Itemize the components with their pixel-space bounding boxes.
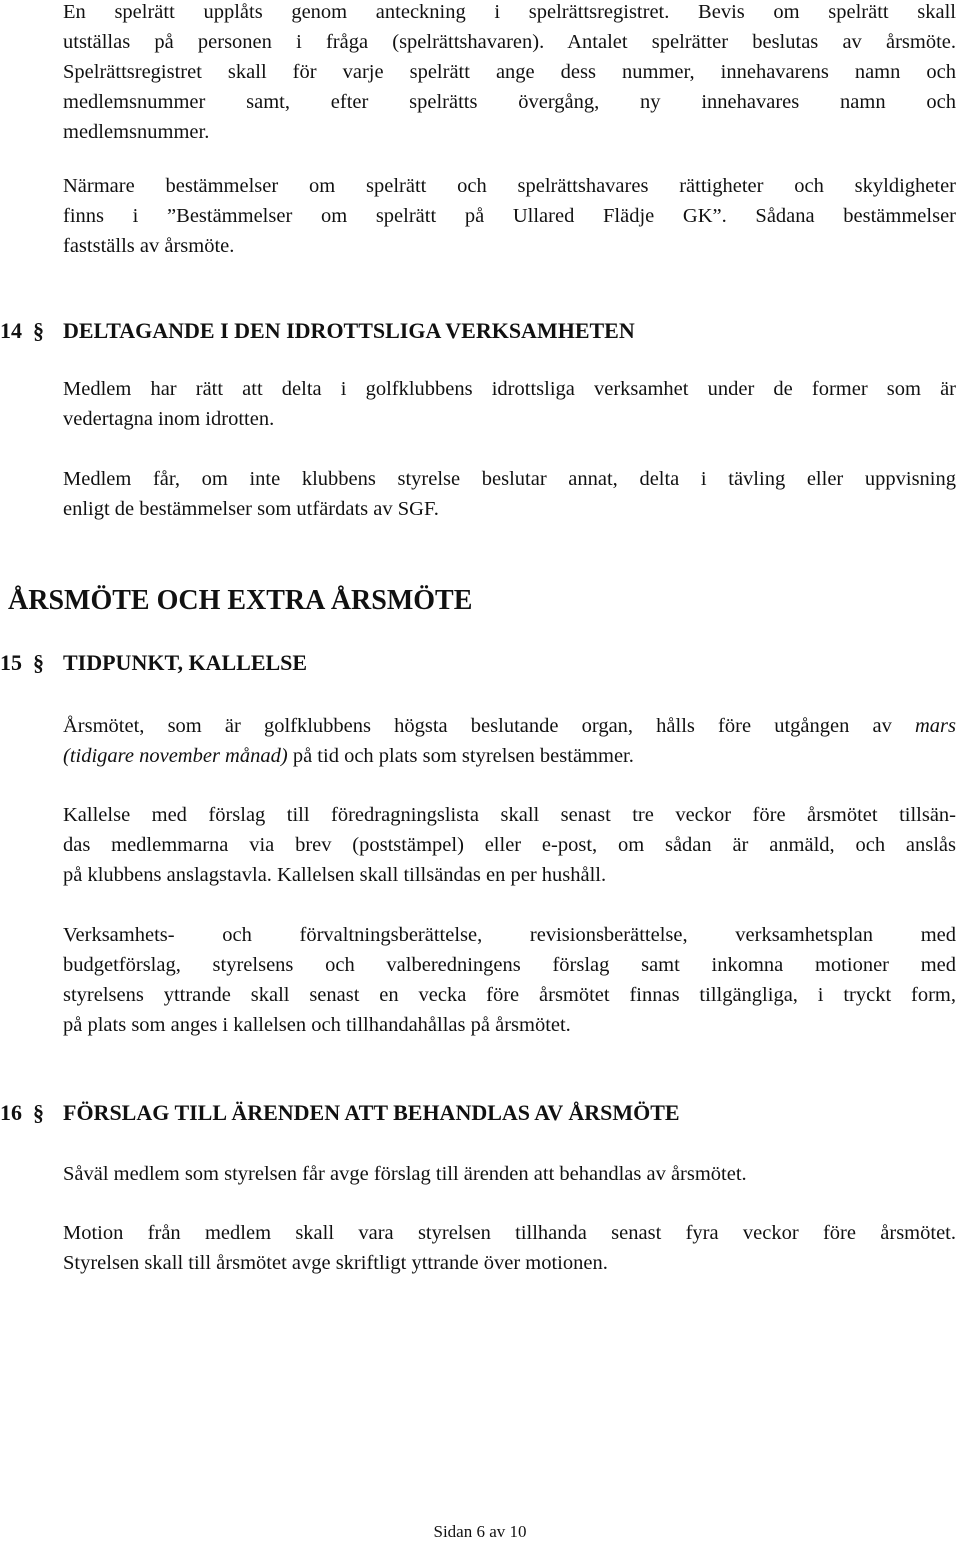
text-line: fastställs av årsmöte. — [63, 235, 235, 257]
section-15-paragraph-1 — [63, 711, 956, 771]
text-line: styrelsens yttrande skall senast en vecka före årsmötet finnas tillgängliga, i tryckt form, — [63, 984, 956, 1006]
text-line: Motion från medlem skall vara styrelsen tillhanda senast fyra veckor före årsmötet. — [63, 1222, 956, 1244]
section-title: FÖRSLAG TILL ÄRENDEN ATT BEHANDLAS AV ÅRSMÖTE — [63, 1100, 680, 1125]
text-line: En spelrätt upplåts genom anteckning i spelrättsregistret. Bevis om spelrätt skall — [63, 1, 956, 23]
text-run: Årsmötet, som är golfklubbens högsta beslutande organ, hålls före utgången av — [63, 715, 892, 737]
text-line: enligt de bestämmelser som utfärdats av SGF. — [63, 498, 439, 520]
text-line: Verksamhets- och förvaltningsberättelse, revisionsberättelse, verksamhetsplan med — [63, 924, 956, 946]
paragraph-symbol: § — [33, 1100, 44, 1125]
text-line: Närmare bestämmelser om spelrätt och spelrättshavares rättigheter och skyldigheter — [63, 175, 956, 197]
section-title: DELTAGANDE I DEN IDROTTSLIGA VERKSAMHETEN — [63, 318, 635, 343]
emphasis-text: (tidigare november månad) — [63, 745, 288, 767]
text-line: Medlem har rätt att delta i golfklubbens idrottsliga verksamhet under de former som är — [63, 378, 956, 400]
text-line: budgetförslag, styrelsens och valberedningens förslag samt inkomna motioner med — [63, 954, 956, 976]
text-line — [63, 711, 956, 741]
intro-paragraph-1 — [63, 0, 956, 147]
section-16-paragraph-2 — [63, 1218, 956, 1278]
text-line: Medlem får, om inte klubbens styrelse beslutar annat, delta i tävling eller uppvisning — [63, 468, 956, 490]
page-number-footer: Sidan 6 av 10 — [433, 1522, 527, 1541]
section-16-paragraph-1 — [63, 1159, 956, 1189]
section-number: 15 — [0, 650, 22, 675]
intro-paragraph-2 — [63, 171, 956, 261]
text-run: på tid och plats som styrelsen bestämmer. — [292, 745, 634, 767]
section-14-paragraph-2 — [63, 464, 956, 524]
text-line: medlemsnummer. — [63, 121, 210, 143]
text-line: på plats som anges i kallelsen och tillhandahållas på årsmötet. — [63, 1014, 571, 1036]
section-number: 16 — [0, 1100, 22, 1125]
text-line: Såväl medlem som styrelsen får avge förslag till ärenden att behandlas av årsmötet. — [63, 1163, 747, 1185]
text-line: vedertagna inom idrotten. — [63, 408, 275, 430]
chapter-heading: ÅRSMÖTE OCH EXTRA ÅRSMÖTE — [8, 585, 473, 616]
text-line: utställas på personen i fråga (spelrättshavaren). Antalet spelrätter beslutas av årsmöte. — [63, 31, 956, 53]
text-line: Styrelsen skall till årsmötet avge skriftligt yttrande över motionen. — [63, 1252, 608, 1274]
text-line: Spelrättsregistret skall för varje spelrätt ange dess nummer, innehavarens namn och — [63, 61, 956, 83]
text-line: medlemsnummer samt, efter spelrätts övergång, ny innehavares namn och — [63, 91, 956, 113]
section-number: 14 — [0, 318, 22, 343]
paragraph-symbol: § — [33, 318, 44, 343]
text-line — [63, 741, 956, 771]
text-line: das medlemmarna via brev (poststämpel) eller e-post, om sådan är anmäld, och anslås — [63, 834, 956, 856]
text-line: finns i ”Bestämmelser om spelrätt på Ullared Flädje GK”. Sådana bestämmelser — [63, 205, 956, 227]
text-line: Kallelse med förslag till föredragningslista skall senast tre veckor före årsmötet tillsän- — [63, 804, 956, 826]
paragraph-symbol: § — [33, 650, 44, 675]
section-15-paragraph-2 — [63, 800, 956, 890]
section-14-paragraph-1 — [63, 374, 956, 434]
emphasis-text: mars — [914, 715, 956, 737]
section-title: TIDPUNKT, KALLELSE — [63, 650, 308, 675]
section-15-paragraph-3 — [63, 920, 956, 1040]
text-line: på klubbens anslagstavla. Kallelsen skall tillsändas en per hushåll. — [63, 864, 607, 886]
